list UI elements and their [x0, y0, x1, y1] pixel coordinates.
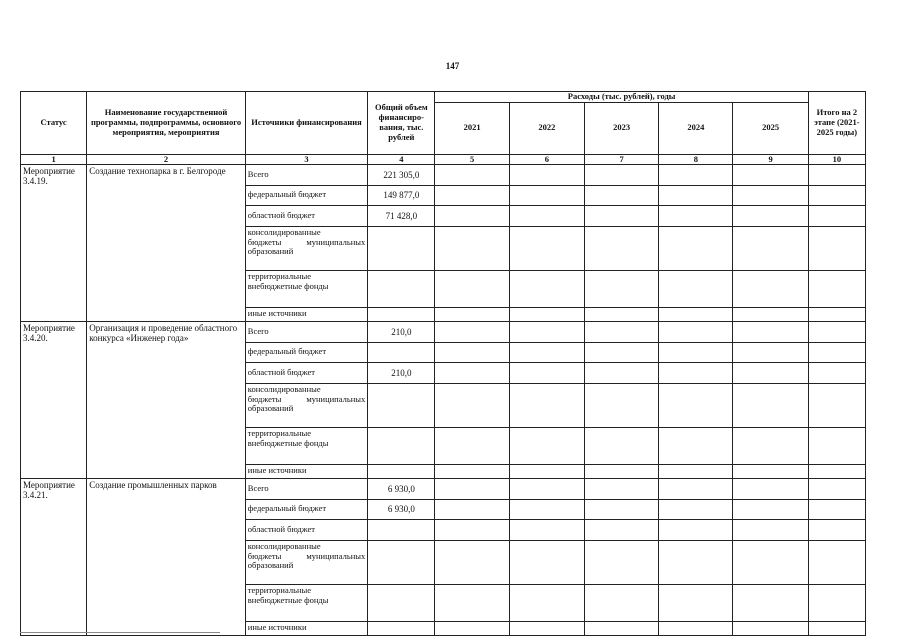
funding-source-line: территориальные: [247, 584, 311, 595]
year-expense-cell: [584, 164, 658, 185]
funding-source: [245, 427, 367, 464]
year-expense-cell: [659, 584, 733, 621]
total-volume-cell: 221 305,0: [368, 164, 435, 185]
year-expense-cell: [435, 478, 509, 499]
year-expense-cell: [659, 362, 733, 383]
budget-table: [20, 91, 866, 636]
year-expense-cell: [733, 499, 808, 519]
year-expense-cell: [584, 519, 658, 540]
column-number: 3: [245, 154, 367, 164]
year-expense-cell: [584, 478, 658, 499]
total-volume-cell: [368, 270, 435, 307]
total-volume-cell: 71 428,0: [368, 205, 435, 226]
year-expense-cell: [659, 478, 733, 499]
header-status: Статус: [21, 92, 87, 155]
year-expense-cell: [659, 499, 733, 519]
activity-name: Организация и проведение областного конкурса «Инженер года»: [87, 321, 246, 478]
year-expense-cell: [659, 164, 733, 185]
year-expense-cell: [659, 321, 733, 342]
page-number: 147: [445, 61, 460, 71]
total-volume-cell: 6 930,0: [368, 478, 435, 499]
table-body: [21, 164, 866, 635]
funding-source-line: бюджеты муниципальных: [247, 236, 366, 247]
activity-name: Создание промышленных парков: [87, 478, 246, 635]
year-expense-cell: [733, 205, 808, 226]
year-expense-cell: [733, 362, 808, 383]
year-expense-cell: [435, 499, 509, 519]
year-expense-cell: [435, 164, 509, 185]
year-expense-cell: [509, 540, 584, 584]
year-expense-cell: [509, 621, 584, 635]
year-expense-cell: [584, 307, 658, 321]
header-stage-total: Итого на 2 этапе (2021-2025 годы): [808, 92, 865, 155]
year-expense-cell: [659, 540, 733, 584]
year-expense-cell: [435, 362, 509, 383]
year-expense-cell: [435, 205, 509, 226]
year-expense-cell: [509, 226, 584, 270]
year-expense-cell: [733, 226, 808, 270]
funding-source: областной бюджет: [245, 519, 367, 540]
year-expense-cell: [733, 307, 808, 321]
total-volume-cell: [368, 383, 435, 427]
stage-total-cell: [808, 427, 865, 464]
header-year: 2025: [733, 102, 808, 154]
funding-source-line: образований: [247, 560, 294, 571]
activity-status: Мероприятие 3.4.20.: [21, 321, 87, 478]
stage-total-cell: [808, 342, 865, 362]
funding-source: Всего: [245, 321, 367, 342]
year-expense-cell: [584, 464, 658, 478]
year-expense-cell: [733, 584, 808, 621]
stage-total-cell: [808, 307, 865, 321]
year-expense-cell: [435, 464, 509, 478]
year-expense-cell: [509, 307, 584, 321]
year-expense-cell: [733, 621, 808, 635]
total-volume-cell: [368, 342, 435, 362]
scan-artifact-line: [20, 632, 220, 633]
funding-source: иные источники: [245, 621, 367, 635]
year-expense-cell: [733, 185, 808, 205]
year-expense-cell: [584, 427, 658, 464]
year-expense-cell: [659, 383, 733, 427]
year-expense-cell: [435, 226, 509, 270]
stage-total-cell: [808, 270, 865, 307]
stage-total-cell: [808, 164, 865, 185]
column-number: 10: [808, 154, 865, 164]
funding-source: Всего: [245, 478, 367, 499]
total-volume-cell: 210,0: [368, 362, 435, 383]
year-expense-cell: [509, 164, 584, 185]
year-expense-cell: [733, 270, 808, 307]
funding-source: федеральный бюджет: [245, 342, 367, 362]
year-expense-cell: [435, 321, 509, 342]
stage-total-cell: [808, 499, 865, 519]
stage-total-cell: [808, 478, 865, 499]
year-expense-cell: [435, 342, 509, 362]
year-expense-cell: [659, 427, 733, 464]
year-expense-cell: [435, 383, 509, 427]
year-expense-cell: [509, 584, 584, 621]
year-expense-cell: [509, 464, 584, 478]
stage-total-cell: [808, 185, 865, 205]
year-expense-cell: [659, 519, 733, 540]
activity-status: Мероприятие 3.4.21.: [21, 478, 87, 635]
stage-total-cell: [808, 621, 865, 635]
activity-name: Создание технопарка в г. Белгороде: [87, 164, 246, 321]
header-sources: Источники финансирования: [245, 92, 367, 155]
stage-total-cell: [808, 584, 865, 621]
column-number: 2: [87, 154, 246, 164]
total-volume-cell: [368, 226, 435, 270]
year-expense-cell: [733, 164, 808, 185]
header-expenses: Расходы (тыс. рублей), годы: [435, 92, 808, 103]
year-expense-cell: [435, 307, 509, 321]
column-number: 5: [435, 154, 509, 164]
year-expense-cell: [733, 540, 808, 584]
total-volume-cell: [368, 519, 435, 540]
year-expense-cell: [659, 270, 733, 307]
header-year: 2021: [435, 102, 509, 154]
year-expense-cell: [509, 342, 584, 362]
total-volume-cell: [368, 621, 435, 635]
table-row: [21, 321, 866, 342]
column-number: 1: [21, 154, 87, 164]
year-expense-cell: [584, 621, 658, 635]
year-expense-cell: [659, 307, 733, 321]
year-expense-cell: [584, 185, 658, 205]
funding-source: иные источники: [245, 464, 367, 478]
year-expense-cell: [584, 584, 658, 621]
year-expense-cell: [584, 205, 658, 226]
year-expense-cell: [509, 362, 584, 383]
funding-source: [245, 226, 367, 270]
funding-source-line: внебюджетные фонды: [247, 594, 329, 605]
year-expense-cell: [733, 519, 808, 540]
funding-source-line: образований: [247, 246, 294, 257]
year-expense-cell: [584, 321, 658, 342]
funding-source: Всего: [245, 164, 367, 185]
stage-total-cell: [808, 362, 865, 383]
year-expense-cell: [584, 270, 658, 307]
year-expense-cell: [584, 342, 658, 362]
header-total-volume: Общий объем финансиро-вания, тыс. рублей: [368, 92, 435, 155]
year-expense-cell: [659, 185, 733, 205]
year-expense-cell: [584, 383, 658, 427]
funding-source: федеральный бюджет: [245, 185, 367, 205]
year-expense-cell: [435, 427, 509, 464]
funding-source: иные источники: [245, 307, 367, 321]
funding-source-line: территориальные: [247, 427, 311, 438]
funding-source: федеральный бюджет: [245, 499, 367, 519]
year-expense-cell: [509, 499, 584, 519]
funding-source: областной бюджет: [245, 205, 367, 226]
total-volume-cell: 210,0: [368, 321, 435, 342]
header-name: Наименование государственной программы, подпрограммы, основного мероприятия, мероприятия: [87, 92, 246, 155]
funding-source: [245, 540, 367, 584]
funding-source: [245, 584, 367, 621]
year-expense-cell: [584, 499, 658, 519]
total-volume-cell: [368, 464, 435, 478]
stage-total-cell: [808, 464, 865, 478]
funding-source-line: консолидированные: [247, 383, 321, 394]
year-expense-cell: [659, 226, 733, 270]
total-volume-cell: [368, 427, 435, 464]
year-expense-cell: [659, 464, 733, 478]
year-expense-cell: [733, 383, 808, 427]
stage-total-cell: [808, 226, 865, 270]
year-expense-cell: [509, 321, 584, 342]
table-row: [21, 478, 866, 499]
year-expense-cell: [435, 584, 509, 621]
year-expense-cell: [509, 205, 584, 226]
year-expense-cell: [659, 342, 733, 362]
funding-source-line: бюджеты муниципальных: [247, 550, 366, 561]
funding-source-line: внебюджетные фонды: [247, 280, 329, 291]
funding-source-line: внебюджетные фонды: [247, 437, 329, 448]
header-year: 2022: [509, 102, 584, 154]
funding-source-line: консолидированные: [247, 540, 321, 551]
year-expense-cell: [435, 519, 509, 540]
year-expense-cell: [733, 321, 808, 342]
total-volume-cell: 149 877,0: [368, 185, 435, 205]
column-number-row: [21, 154, 866, 164]
year-expense-cell: [509, 270, 584, 307]
year-expense-cell: [435, 621, 509, 635]
year-expense-cell: [659, 205, 733, 226]
stage-total-cell: [808, 321, 865, 342]
stage-total-cell: [808, 540, 865, 584]
year-expense-cell: [733, 464, 808, 478]
funding-source: областной бюджет: [245, 362, 367, 383]
year-expense-cell: [584, 540, 658, 584]
year-expense-cell: [509, 383, 584, 427]
year-expense-cell: [733, 427, 808, 464]
funding-source-line: образований: [247, 403, 294, 414]
header-year: 2023: [584, 102, 658, 154]
total-volume-cell: 6 930,0: [368, 499, 435, 519]
stage-total-cell: [808, 383, 865, 427]
funding-source-line: бюджеты муниципальных: [247, 393, 366, 404]
year-expense-cell: [584, 362, 658, 383]
activity-status: Мероприятие 3.4.19.: [21, 164, 87, 321]
table-row: [21, 164, 866, 185]
column-number: 9: [733, 154, 808, 164]
total-volume-cell: [368, 307, 435, 321]
year-expense-cell: [733, 342, 808, 362]
funding-source-line: территориальные: [247, 270, 311, 281]
column-number: 6: [509, 154, 584, 164]
year-expense-cell: [509, 185, 584, 205]
header-year: 2024: [659, 102, 733, 154]
year-expense-cell: [435, 270, 509, 307]
year-expense-cell: [509, 478, 584, 499]
funding-source-line: консолидированные: [247, 226, 321, 237]
year-expense-cell: [659, 621, 733, 635]
total-volume-cell: [368, 584, 435, 621]
year-expense-cell: [509, 519, 584, 540]
funding-source: [245, 270, 367, 307]
funding-source: [245, 383, 367, 427]
year-expense-cell: [435, 185, 509, 205]
column-number: 7: [584, 154, 658, 164]
total-volume-cell: [368, 540, 435, 584]
year-expense-cell: [509, 427, 584, 464]
year-expense-cell: [584, 226, 658, 270]
stage-total-cell: [808, 205, 865, 226]
year-expense-cell: [435, 540, 509, 584]
column-number: 4: [368, 154, 435, 164]
column-number: 8: [659, 154, 733, 164]
stage-total-cell: [808, 519, 865, 540]
year-expense-cell: [733, 478, 808, 499]
